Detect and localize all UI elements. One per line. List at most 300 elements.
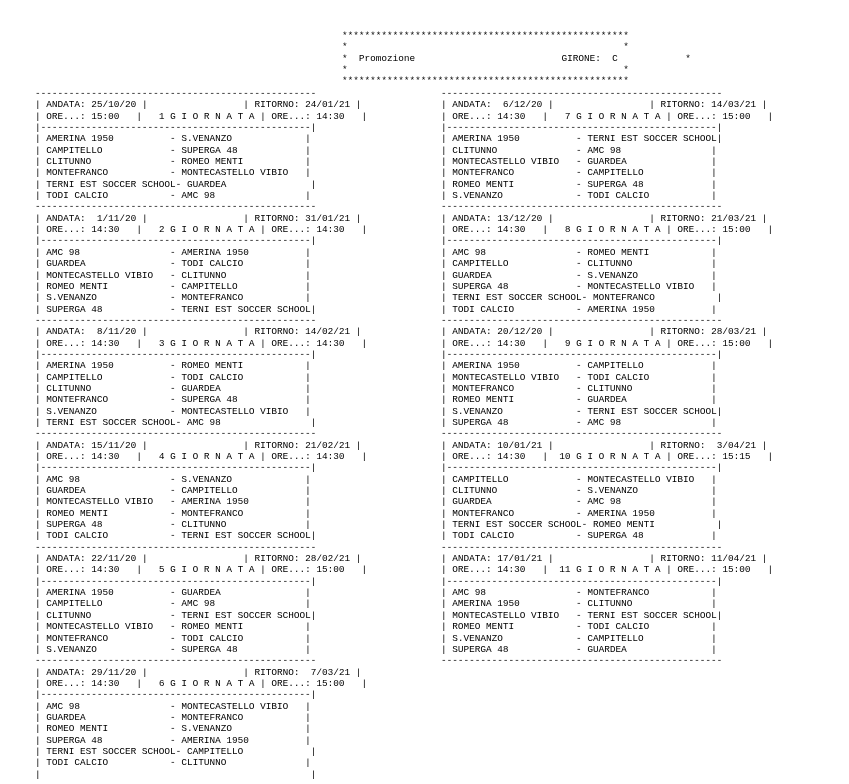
home-team: SUPERGA 48 — [46, 519, 171, 531]
round-block: -------------------------------------------------- | ANDATA: 15/11/20 | | RITORNO: 21/02/21 | | ORE...: 14:30 | 4 G I O R N A T A | ORE...: 14:30 | |------------------------------------------------| | AMC 98 - S.VENANZO | | GUARDEA - CAMPITELLO | | MONTECASTELLO VIBIO - AMERINA 1950 | | ROMEO MENTI - MONTEFRANCO | | SUPERGA 48 - CLITUNNO | | TODI CALCIO - TERNI EST SOCCER SCHOOL| — [35, 428, 368, 542]
home-team: TERNI EST SOCCER SCHOOL — [452, 292, 582, 304]
giornata-label: G I O R N A T A — [576, 564, 661, 576]
giornata-label: G I O R N A T A — [170, 110, 255, 122]
home-team: AMC 98 — [46, 473, 171, 485]
home-team: GUARDEA — [452, 496, 577, 508]
round-block: -------------------------------------------------- | ANDATA: 22/11/20 | | RITORNO: 28/02/21 | | ORE...: 14:30 | 5 G I O R N A T A | ORE...: 15:00 | |------------------------------------------------| | AMERINA 1950 - GUARDEA | | CAMPITELLO - AMC 98 | | CLITUNNO - TERNI EST SOCCER SCHOOL| | MONTECASTELLO VIBIO - ROMEO MENTI | | MONTEFRANCO - TODI CALCIO | | S.VENANZO - SUPERGA 48 | — [35, 541, 368, 655]
round-number: 1 — [153, 110, 165, 122]
andata-label: ANDATA: — [452, 439, 492, 451]
away-team: TERNI EST SOCCER SCHOOL — [181, 303, 311, 315]
match-row: | GUARDEA - TODI CALCIO | — [35, 258, 311, 270]
andata-label: ANDATA: — [46, 439, 86, 451]
home-team: MONTECASTELLO VIBIO — [46, 621, 171, 633]
andata-label: ANDATA: — [452, 326, 492, 338]
home-team: AMERINA 1950 — [46, 587, 171, 599]
ore-label: ORE...: — [677, 337, 717, 349]
away-team: MONTECASTELLO VIBIO — [181, 167, 306, 179]
match-row: | ROMEO MENTI - CAMPITELLO | — [35, 280, 311, 292]
ore-label: ORE...: — [677, 451, 717, 462]
match-row: | ROMEO MENTI - MONTEFRANCO | — [35, 507, 311, 519]
away-team: MONTEFRANCO — [592, 292, 717, 304]
ore-label: ORE...: — [271, 224, 311, 236]
giornata-label: G I O R N A T A — [576, 224, 661, 236]
match-row: | S.VENANZO - TODI CALCIO | — [441, 190, 717, 202]
home-team: MONTEFRANCO — [46, 632, 171, 644]
giornata-label: G I O R N A T A — [576, 337, 661, 349]
away-team: AMC 98 — [587, 416, 712, 428]
match-row: | MONTEFRANCO - CLITUNNO | — [441, 382, 717, 394]
match-row: | MONTEFRANCO - TODI CALCIO | — [35, 632, 311, 644]
home-team: MONTEFRANCO — [452, 167, 577, 179]
match-row: | AMERINA 1950 - ROMEO MENTI | — [35, 360, 311, 372]
ore-label: ORE...: — [46, 677, 86, 689]
ore-label: ORE...: — [46, 337, 86, 349]
match-row: | MONTECASTELLO VIBIO - ROMEO MENTI | — [35, 621, 311, 633]
away-team: ROMEO MENTI — [181, 360, 306, 372]
ritorno-label: RITORNO: — [254, 212, 300, 224]
away-team: CAMPITELLO — [181, 485, 306, 497]
ritorno-date: 7/03/21 — [305, 666, 351, 678]
andata-date: 6/12/20 — [497, 99, 543, 111]
giornata-label: G I O R N A T A — [170, 677, 255, 689]
giornata-label: G I O R N A T A — [170, 564, 255, 576]
ore-label: ORE...: — [452, 564, 492, 576]
away-team: MONTECASTELLO VIBIO — [181, 405, 306, 417]
ore-andata: 14:30 — [497, 337, 526, 349]
match-row: | MONTEFRANCO - CAMPITELLO | — [441, 167, 717, 179]
round-number: 8 — [559, 224, 571, 236]
ritorno-date: 28/02/21 — [305, 553, 351, 565]
round-block: -------------------------------------------------- | ANDATA: 20/12/20 | | RITORNO: 28/03/21 | | ORE...: 14:30 | 9 G I O R N A T A | ORE...: 15:00 | |------------------------------------------------| | AMERINA 1950 - CAMPITELLO | | MONTECASTELLO VIBIO - TODI CALCIO | | MONTEFRANCO - CLITUNNO | | ROMEO MENTI - GUARDEA | | S.VENANZO - TERNI EST SOCCER SCHOOL| | SUPERGA 48 - AMC 98 | — [441, 314, 774, 428]
ore-label: ORE...: — [46, 224, 86, 236]
giornata-label: G I O R N A T A — [170, 337, 255, 349]
ritorno-date: 11/04/21 — [711, 553, 757, 565]
andata-date: 20/12/20 — [497, 326, 543, 338]
home-team: SUPERGA 48 — [452, 280, 577, 292]
ritorno-label: RITORNO: — [660, 99, 706, 111]
home-team: MONTECASTELLO VIBIO — [46, 269, 171, 281]
home-team: CAMPITELLO — [46, 144, 171, 156]
away-team: ROMEO MENTI — [592, 519, 717, 531]
ore-label: ORE...: — [46, 451, 86, 462]
home-team: AMERINA 1950 — [46, 133, 171, 145]
away-team: MONTEFRANCO — [181, 711, 306, 723]
round-block: -------------------------------------------------- | ANDATA: 8/11/20 | | RITORNO: 14/02/21 | | ORE...: 14:30 | 3 G I O R N A T A | ORE...: 14:30 | |------------------------------------------------| | AMERINA 1950 - ROMEO MENTI | | CAMPITELLO - TODI CALCIO | | CLITUNNO - GUARDEA | | MONTEFRANCO - SUPERGA 48 | | S.VENANZO - MONTECASTELLO VIBIO | | TERNI EST SOCCER SCHOOL- AMC 98 | — [35, 314, 368, 428]
away-team: GUARDEA — [186, 178, 311, 190]
home-team: S.VENANZO — [452, 190, 577, 202]
match-row: | MONTECASTELLO VIBIO - GUARDEA | — [441, 156, 717, 168]
away-team: ROMEO MENTI — [181, 156, 306, 168]
match-row: | TERNI EST SOCCER SCHOOL- AMC 98 | — [35, 416, 317, 428]
andata-label: ANDATA: — [46, 553, 86, 565]
match-row: | MONTECASTELLO VIBIO - TERNI EST SOCCER SCHOOL| — [441, 609, 723, 621]
ore-label: ORE...: — [677, 224, 717, 236]
match-row: | ROMEO MENTI - TODI CALCIO | — [441, 621, 717, 633]
andata-date: 13/12/20 — [497, 212, 543, 224]
away-team: CLITUNNO — [587, 598, 712, 610]
ore-ritorno: 15:00 — [316, 564, 345, 576]
ritorno-label: RITORNO: — [660, 326, 706, 338]
match-row: | AMERINA 1950 - GUARDEA | — [35, 587, 311, 599]
round-number: 4 — [153, 451, 165, 462]
away-team: AMERINA 1950 — [181, 734, 306, 746]
match-row: | AMC 98 - AMERINA 1950 | — [35, 246, 311, 258]
home-team: CAMPITELLO — [46, 371, 171, 383]
round-block: -------------------------------------------------- | ANDATA: 29/11/20 | | RITORNO: 7/03/21 | | ORE...: 14:30 | 6 G I O R N A T A | ORE...: 15:00 | |------------------------------------------------| | AMC 98 - MONTECASTELLO VIBIO | | GUARDEA - MONTEFRANCO | | ROMEO MENTI - S.VENANZO | | SUPERGA 48 - AMERINA 1950 | | TERNI EST SOCCER SCHOOL- CAMPITELLO | | TODI CALCIO - CLITUNNO | — [35, 655, 368, 769]
andata-label: ANDATA: — [46, 212, 86, 224]
away-team: MONTECASTELLO VIBIO — [587, 473, 712, 485]
away-team: TODI CALCIO — [181, 632, 306, 644]
home-team: AMERINA 1950 — [452, 133, 577, 145]
home-team: TERNI EST SOCCER SCHOOL — [46, 745, 176, 757]
andata-label: ANDATA: — [46, 666, 86, 678]
home-team: MONTECASTELLO VIBIO — [452, 156, 577, 168]
away-team: TODI CALCIO — [587, 371, 712, 383]
home-team: CAMPITELLO — [452, 473, 577, 485]
home-team: GUARDEA — [46, 258, 171, 270]
ore-label: ORE...: — [271, 451, 311, 462]
ritorno-label: RITORNO: — [254, 666, 300, 678]
match-row: | TODI CALCIO - SUPERGA 48 | — [441, 530, 717, 542]
round-number: 10 — [559, 451, 571, 462]
match-row: | AMERINA 1950 - S.VENANZO | — [35, 133, 311, 145]
away-team: CLITUNNO — [181, 757, 306, 769]
away-team: ROMEO MENTI — [587, 246, 712, 258]
andata-date: 29/11/20 — [91, 666, 137, 678]
ore-label: ORE...: — [271, 677, 311, 689]
ore-label: ORE...: — [271, 110, 311, 122]
ore-label: ORE...: — [46, 110, 86, 122]
home-team: CLITUNNO — [452, 485, 577, 497]
home-team: MONTECASTELLO VIBIO — [452, 371, 577, 383]
match-row: | AMERINA 1950 - CLITUNNO | — [441, 598, 717, 610]
home-team: S.VENANZO — [46, 292, 171, 304]
away-team: CAMPITELLO — [587, 632, 712, 644]
away-team: SUPERGA 48 — [181, 643, 306, 655]
home-team: TERNI EST SOCCER SCHOOL — [46, 178, 176, 190]
away-team: GUARDEA — [587, 643, 712, 655]
away-team: TERNI EST SOCCER SCHOOL — [587, 609, 717, 621]
andata-date: 8/11/20 — [91, 326, 137, 338]
schedule-column-right: -------------------------------------------------- | ANDATA: 6/12/20 | | RITORNO: 14/03/21 | | ORE...: 14:30 | 7 G I O R N A T A | ORE...: 15:00 | |------------------------------------------------| | AMERINA 1950 - TERNI EST SOCCER SCHOOL| | CLITUNNO - AMC 98 | | MONTECASTELLO VIBIO - GUARDEA | | MONTEFRANCO - CAMPITELLO | | ROMEO MENTI - SUPERGA 48 | | S.VENANZO - TODI CALCIO | -------------------------------------------------- | ANDATA: 13/12/20 | | RITORNO: 21/03/21 | | ORE...: 14:30 | 8 G I O R N A T A | ORE...: 15:00 | |------------------------------------------------| | AMC 98 - ROMEO MENTI | | CAMPITELLO - CLITUNNO | | GUARDEA - S.VENANZO | | SUPERGA 48 - MONTECASTELLO VIBIO | | TERNI EST SOCCER SCHOOL- MONTEFRANCO | | TODI CALCIO - AMERINA 1950 | -------------------------------------------------- | ANDATA: 20/12/20 | | RITORNO: 28/03/21 | | ORE...: 14:30 | 9 G I O R N A T A | ORE...: 15:00 | |------------------------------------------------| | AMERINA 1950 - CAMPITELLO | | MONTECASTELLO VIBIO - TODI CALCIO | | MONTEFRANCO - CLITUNNO | | ROMEO MENTI - GUARDEA | | S.VENANZO - TERNI EST SOCCER SCHOOL| | SUPERGA 48 - AMC 98 | -------------------------------------------------- | ANDATA: 10/01/21 | | RITORNO: 3/04/21 | | ORE...: 14:30 | 10 G I O R N A T A | ORE...: 15:15 | |------------------------------------------------| | CAMPITELLO - MONTECASTELLO VIBIO | | CLITUNNO - S.VENANZO | | GUARDEA - AMC 98 | | MONTEFRANCO - AMERINA 1950 | | TERNI EST SOCCER SCHOOL- ROMEO MENTI | | TODI CALCIO - SUPERGA 48 | -------------------------------------------------- | ANDATA: 17/01/21 | | RITORNO: 11/04/21 | | ORE...: 14:30 | 11 G I O R N A T A | ORE...: 15:00 | |------------------------------------------------| | AMC 98 - MONTEFRANCO | | AMERINA 1950 - CLITUNNO | | MONTECASTELLO VIBIO - TERNI EST SOCCER SCHOOL| | ROMEO MENTI - TODI CALCIO | | S.VENANZO - CAMPITELLO | | SUPERGA 48 - GUARDEA | -------------------------------------------------- — [441, 88, 774, 667]
match-row: | TODI CALCIO - CLITUNNO | — [35, 757, 311, 769]
round-block: -------------------------------------------------- | ANDATA: 13/12/20 | | RITORNO: 21/03/21 | | ORE...: 14:30 | 8 G I O R N A T A | ORE...: 15:00 | |------------------------------------------------| | AMC 98 - ROMEO MENTI | | CAMPITELLO - CLITUNNO | | GUARDEA - S.VENANZO | | SUPERGA 48 - MONTECASTELLO VIBIO | | TERNI EST SOCCER SCHOOL- MONTEFRANCO | | TODI CALCIO - AMERINA 1950 | — [441, 201, 774, 315]
home-team: TERNI EST SOCCER SCHOOL — [46, 416, 176, 428]
ore-label: ORE...: — [452, 110, 492, 122]
schedule-column-left: -------------------------------------------------- | ANDATA: 25/10/20 | | RITORNO: 24/01/21 | | ORE...: 15:00 | 1 G I O R N A T A | ORE...: 14:30 | |------------------------------------------------| | AMERINA 1950 - S.VENANZO | | CAMPITELLO - SUPERGA 48 | | CLITUNNO - ROMEO MENTI | | MONTEFRANCO - MONTECASTELLO VIBIO | | TERNI EST SOCCER SCHOOL- GUARDEA | | TODI CALCIO - AMC 98 | -------------------------------------------------- | ANDATA: 1/11/20 | | RITORNO: 31/01/21 | | ORE...: 14:30 | 2 G I O R N A T A | ORE...: 14:30 | |------------------------------------------------| | AMC 98 - AMERINA 1950 | | GUARDEA - TODI CALCIO | | MONTECASTELLO VIBIO - CLITUNNO | | ROMEO MENTI - CAMPITELLO | | S.VENANZO - MONTEFRANCO | | SUPERGA 48 - TERNI EST SOCCER SCHOOL| -------------------------------------------------- | ANDATA: 8/11/20 | | RITORNO: 14/02/21 | | ORE...: 14:30 | 3 G I O R N A T A | ORE...: 14:30 | |------------------------------------------------| | AMERINA 1950 - ROMEO MENTI | | CAMPITELLO - TODI CALCIO | | CLITUNNO - GUARDEA | | MONTEFRANCO - SUPERGA 48 | | S.VENANZO - MONTECASTELLO VIBIO | | TERNI EST SOCCER SCHOOL- AMC 98 | -------------------------------------------------- | ANDATA: 15/11/20 | | RITORNO: 21/02/21 | | ORE...: 14:30 | 4 G I O R N A T A | ORE...: 14:30 | |------------------------------------------------| | AMC 98 - S.VENANZO | | GUARDEA - CAMPITELLO | | MONTECASTELLO VIBIO - AMERINA 1950 | | ROMEO MENTI - MONTEFRANCO | | SUPERGA 48 - CLITUNNO | | TODI CALCIO - TERNI EST SOCCER SCHOOL| -------------------------------------------------- | ANDATA: 22/11/20 | | RITORNO: 28/02/21 | | ORE...: 14:30 | 5 G I O R N A T A | ORE...: 15:00 | |------------------------------------------------| | AMERINA 1950 - GUARDEA | | CAMPITELLO - AMC 98 | | CLITUNNO - TERNI EST SOCCER SCHOOL| | MONTECASTELLO VIBIO - ROMEO MENTI | | MONTEFRANCO - TODI CALCIO | | S.VENANZO - SUPERGA 48 | -------------------------------------------------- | ANDATA: 29/11/20 | | RITORNO: 7/03/21 | | ORE...: 14:30 | 6 G I O R N A T A | ORE...: 15:00 | |------------------------------------------------| | AMC 98 - MONTECASTELLO VIBIO | | GUARDEA - MONTEFRANCO | | ROMEO MENTI - S.VENANZO | | SUPERGA 48 - AMERINA 1950 | | TERNI EST SOCCER SCHOOL- CAMPITELLO | | TODI CALCIO - CLITUNNO | | | — [35, 88, 368, 780]
ore-ritorno: 14:30 — [316, 224, 345, 236]
ritorno-date: 28/03/21 — [711, 326, 757, 338]
ritorno-label: RITORNO: — [254, 99, 300, 111]
giornata-label: G I O R N A T A — [576, 110, 661, 122]
home-team: S.VENANZO — [452, 632, 577, 644]
away-team: AMERINA 1950 — [181, 246, 306, 258]
ritorno-date: 14/03/21 — [711, 99, 757, 111]
home-team: ROMEO MENTI — [46, 723, 171, 735]
home-team: TERNI EST SOCCER SCHOOL — [452, 519, 582, 531]
away-team: AMERINA 1950 — [587, 507, 712, 519]
away-team: GUARDEA — [587, 394, 712, 406]
match-row: | S.VENANZO - CAMPITELLO | — [441, 632, 717, 644]
away-team: SUPERGA 48 — [587, 178, 712, 190]
ritorno-date: 21/02/21 — [305, 439, 351, 451]
ore-ritorno: 15:00 — [722, 224, 751, 236]
andata-date: 17/01/21 — [497, 553, 543, 565]
round-number: 3 — [153, 337, 165, 349]
home-team: MONTEFRANCO — [46, 167, 171, 179]
away-team: S.VENANZO — [181, 133, 306, 145]
match-row: | TODI CALCIO - AMC 98 | — [35, 190, 311, 202]
home-team: ROMEO MENTI — [452, 178, 577, 190]
away-team: TERNI EST SOCCER SCHOOL — [181, 609, 311, 621]
ore-andata: 14:30 — [91, 224, 120, 236]
ore-andata: 14:30 — [497, 224, 526, 236]
andata-date: 1/11/20 — [91, 212, 137, 224]
home-team: CAMPITELLO — [46, 598, 171, 610]
match-row: | MONTECASTELLO VIBIO - CLITUNNO | — [35, 269, 311, 281]
andata-date: 22/11/20 — [91, 553, 137, 565]
away-team: CLITUNNO — [587, 258, 712, 270]
match-row: | SUPERGA 48 - CLITUNNO | — [35, 519, 311, 531]
ore-andata: 14:30 — [497, 451, 526, 462]
match-row: | GUARDEA - MONTEFRANCO | — [35, 711, 311, 723]
round-block: -------------------------------------------------- | ANDATA: 6/12/20 | | RITORNO: 14/03/21 | | ORE...: 14:30 | 7 G I O R N A T A | ORE...: 15:00 | |------------------------------------------------| | AMERINA 1950 - TERNI EST SOCCER SCHOOL| | CLITUNNO - AMC 98 | | MONTECASTELLO VIBIO - GUARDEA | | MONTEFRANCO - CAMPITELLO | | ROMEO MENTI - SUPERGA 48 | | S.VENANZO - TODI CALCIO | — [441, 88, 774, 202]
home-team: MONTEFRANCO — [46, 394, 171, 406]
andata-label: ANDATA: — [452, 99, 492, 111]
match-row: | S.VENANZO - MONTECASTELLO VIBIO | — [35, 405, 311, 417]
away-team: AMERINA 1950 — [181, 496, 306, 508]
home-team: ROMEO MENTI — [452, 394, 577, 406]
ore-andata: 14:30 — [497, 110, 526, 122]
home-team: CLITUNNO — [46, 382, 171, 394]
match-row: | S.VENANZO - SUPERGA 48 | — [35, 643, 311, 655]
away-team: AMC 98 — [587, 144, 712, 156]
ore-label: ORE...: — [46, 564, 86, 576]
match-row: | GUARDEA - CAMPITELLO | — [35, 485, 311, 497]
ore-label: ORE...: — [677, 564, 717, 576]
away-team: ROMEO MENTI — [181, 621, 306, 633]
ore-ritorno: 14:30 — [316, 451, 345, 462]
ore-label: ORE...: — [452, 451, 492, 462]
andata-date: 10/01/21 — [497, 439, 543, 451]
home-team: CLITUNNO — [46, 156, 171, 168]
giornata-label: G I O R N A T A — [576, 451, 661, 462]
match-row: | ROMEO MENTI - S.VENANZO | — [35, 723, 311, 735]
giornata-label: G I O R N A T A — [170, 451, 255, 462]
home-team: CAMPITELLO — [452, 258, 577, 270]
ritorno-date: 21/03/21 — [711, 212, 757, 224]
header-row: * Promozione GIRONE: C * — [342, 52, 691, 64]
away-team: S.VENANZO — [587, 485, 712, 497]
match-row: | MONTEFRANCO - SUPERGA 48 | — [35, 394, 311, 406]
header-border-top: *************************************************** — [342, 30, 629, 41]
away-team: GUARDEA — [181, 382, 306, 394]
match-row: | SUPERGA 48 - MONTECASTELLO VIBIO | — [441, 280, 717, 292]
match-row: | S.VENANZO - MONTEFRANCO | — [35, 292, 311, 304]
group-value: C — [612, 52, 618, 64]
home-team: GUARDEA — [46, 485, 171, 497]
match-row: | TERNI EST SOCCER SCHOOL- CAMPITELLO | — [35, 745, 317, 757]
home-team: ROMEO MENTI — [452, 621, 577, 633]
match-row: | GUARDEA - S.VENANZO | — [441, 269, 717, 281]
match-row: | CAMPITELLO - CLITUNNO | — [441, 258, 717, 270]
home-team: AMC 98 — [452, 246, 577, 258]
away-team: CAMPITELLO — [181, 280, 306, 292]
round-block: -------------------------------------------------- | ANDATA: 10/01/21 | | RITORNO: 3/04/21 | | ORE...: 14:30 | 10 G I O R N A T A | ORE...: 15:15 | |------------------------------------------------| | CAMPITELLO - MONTECASTELLO VIBIO | | CLITUNNO - S.VENANZO | | GUARDEA - AMC 98 | | MONTEFRANCO - AMERINA 1950 | | TERNI EST SOCCER SCHOOL- ROMEO MENTI | | TODI CALCIO - SUPERGA 48 | — [441, 428, 774, 542]
match-row: | GUARDEA - AMC 98 | — [441, 496, 717, 508]
home-team: S.VENANZO — [452, 405, 577, 417]
home-team: CLITUNNO — [452, 144, 577, 156]
ore-ritorno: 15:00 — [722, 564, 751, 576]
away-team: TERNI EST SOCCER SCHOOL — [587, 133, 717, 145]
away-team: TERNI EST SOCCER SCHOOL — [181, 530, 311, 542]
ore-ritorno: 15:00 — [316, 677, 345, 689]
match-row: | SUPERGA 48 - AMC 98 | — [441, 416, 717, 428]
home-team: SUPERGA 48 — [46, 734, 171, 746]
home-team: MONTEFRANCO — [452, 382, 577, 394]
match-row: | TERNI EST SOCCER SCHOOL- ROMEO MENTI | — [441, 519, 723, 531]
match-row: | AMC 98 - MONTECASTELLO VIBIO | — [35, 700, 311, 712]
match-row: | AMERINA 1950 - TERNI EST SOCCER SCHOOL| — [441, 133, 723, 145]
home-team: S.VENANZO — [46, 643, 171, 655]
home-team: AMC 98 — [452, 587, 577, 599]
ore-label: ORE...: — [677, 110, 717, 122]
ore-andata: 15:00 — [91, 110, 120, 122]
ore-ritorno: 15:00 — [722, 110, 751, 122]
match-row: | CAMPITELLO - AMC 98 | — [35, 598, 311, 610]
away-team: CAMPITELLO — [587, 360, 712, 372]
home-team: TODI CALCIO — [46, 530, 171, 542]
ore-ritorno: 15:00 — [722, 337, 751, 349]
andata-label: ANDATA: — [452, 212, 492, 224]
away-team: AMC 98 — [181, 598, 306, 610]
giornata-label: G I O R N A T A — [170, 224, 255, 236]
ore-label: ORE...: — [271, 337, 311, 349]
away-team: S.VENANZO — [181, 723, 306, 735]
home-team: SUPERGA 48 — [452, 416, 577, 428]
home-team: SUPERGA 48 — [46, 303, 171, 315]
round-number: 11 — [559, 564, 571, 576]
home-team: ROMEO MENTI — [46, 507, 171, 519]
andata-label: ANDATA: — [46, 99, 86, 111]
ritorno-label: RITORNO: — [660, 439, 706, 451]
header-border-row: * * — [342, 64, 629, 76]
away-team: TODI CALCIO — [181, 258, 306, 270]
round-number: 7 — [559, 110, 571, 122]
match-row: | AMC 98 - S.VENANZO | — [35, 473, 311, 485]
away-team: SUPERGA 48 — [587, 530, 712, 542]
home-team: MONTECASTELLO VIBIO — [46, 496, 171, 508]
away-team: GUARDEA — [181, 587, 306, 599]
ore-label: ORE...: — [452, 337, 492, 349]
away-team: AMERINA 1950 — [587, 303, 712, 315]
match-row: | AMERINA 1950 - CAMPITELLO | — [441, 360, 717, 372]
ritorno-label: RITORNO: — [254, 439, 300, 451]
match-row: | AMC 98 - ROMEO MENTI | — [441, 246, 717, 258]
match-row: | AMC 98 - MONTEFRANCO | — [441, 587, 717, 599]
round-number: 2 — [153, 224, 165, 236]
ore-label: ORE...: — [452, 224, 492, 236]
header-box — [342, 30, 691, 87]
home-team: MONTECASTELLO VIBIO — [452, 609, 577, 621]
round-block: -------------------------------------------------- | ANDATA: 1/11/20 | | RITORNO: 31/01/21 | | ORE...: 14:30 | 2 G I O R N A T A | ORE...: 14:30 | |------------------------------------------------| | AMC 98 - AMERINA 1950 | | GUARDEA - TODI CALCIO | | MONTECASTELLO VIBIO - CLITUNNO | | ROMEO MENTI - CAMPITELLO | | S.VENANZO - MONTEFRANCO | | SUPERGA 48 - TERNI EST SOCCER SCHOOL| — [35, 201, 368, 315]
away-team: CLITUNNO — [181, 269, 306, 281]
away-team: SUPERGA 48 — [181, 394, 306, 406]
home-team: AMC 98 — [46, 700, 171, 712]
away-team: AMC 98 — [181, 190, 306, 202]
category-name: Promozione — [358, 52, 416, 64]
home-team: TODI CALCIO — [46, 190, 171, 202]
round-number: 9 — [559, 337, 571, 349]
match-row: | SUPERGA 48 - GUARDEA | — [441, 643, 717, 655]
match-row: | S.VENANZO - TERNI EST SOCCER SCHOOL| — [441, 405, 723, 417]
away-team: AMC 98 — [587, 496, 712, 508]
home-team: CLITUNNO — [46, 609, 171, 621]
ritorno-label: RITORNO: — [660, 553, 706, 565]
away-team: MONTEFRANCO — [181, 292, 306, 304]
away-team: SUPERGA 48 — [181, 144, 306, 156]
andata-date: 25/10/20 — [91, 99, 137, 111]
andata-label: ANDATA: — [46, 326, 86, 338]
match-row: | SUPERGA 48 - AMERINA 1950 | — [35, 734, 311, 746]
match-row: | CAMPITELLO - TODI CALCIO | — [35, 371, 311, 383]
match-row: | CLITUNNO - GUARDEA | — [35, 382, 311, 394]
round-block: -------------------------------------------------- | ANDATA: 25/10/20 | | RITORNO: 24/01/21 | | ORE...: 15:00 | 1 G I O R N A T A | ORE...: 14:30 | |------------------------------------------------| | AMERINA 1950 - S.VENANZO | | CAMPITELLO - SUPERGA 48 | | CLITUNNO - ROMEO MENTI | | MONTEFRANCO - MONTECASTELLO VIBIO | | TERNI EST SOCCER SCHOOL- GUARDEA | | TODI CALCIO - AMC 98 | — [35, 88, 368, 202]
ritorno-label: RITORNO: — [254, 553, 300, 565]
away-team: TODI CALCIO — [587, 621, 712, 633]
round-number: 5 — [153, 564, 165, 576]
match-row: | CAMPITELLO - SUPERGA 48 | — [35, 144, 311, 156]
home-team: SUPERGA 48 — [452, 643, 577, 655]
match-row: | TERNI EST SOCCER SCHOOL- GUARDEA | — [35, 178, 317, 190]
ritorno-label: RITORNO: — [254, 326, 300, 338]
round-block: -------------------------------------------------- | ANDATA: 17/01/21 | | RITORNO: 11/04/21 | | ORE...: 14:30 | 11 G I O R N A T A | ORE...: 15:00 | |------------------------------------------------| | AMC 98 - MONTEFRANCO | | AMERINA 1950 - CLITUNNO | | MONTECASTELLO VIBIO - TERNI EST SOCCER SCHOOL| | ROMEO MENTI - TODI CALCIO | | S.VENANZO - CAMPITELLO | | SUPERGA 48 - GUARDEA | — [441, 541, 774, 655]
away-team: GUARDEA — [587, 156, 712, 168]
match-row: | TERNI EST SOCCER SCHOOL- MONTEFRANCO | — [441, 292, 723, 304]
home-team: AMERINA 1950 — [452, 360, 577, 372]
home-team: S.VENANZO — [46, 405, 171, 417]
away-team: MONTECASTELLO VIBIO — [181, 700, 306, 712]
away-team: MONTECASTELLO VIBIO — [587, 280, 712, 292]
away-team: CLITUNNO — [181, 519, 306, 531]
away-team: TODI CALCIO — [181, 371, 306, 383]
header-border-row: * * — [342, 41, 629, 53]
away-team: MONTEFRANCO — [181, 507, 306, 519]
ritorno-label: RITORNO: — [660, 212, 706, 224]
ritorno-date: 31/01/21 — [305, 212, 351, 224]
match-row: | TODI CALCIO - TERNI EST SOCCER SCHOOL| — [35, 530, 317, 542]
home-team: AMERINA 1950 — [46, 360, 171, 372]
group-label: GIRONE: — [561, 52, 601, 64]
ore-andata: 14:30 — [91, 564, 120, 576]
ore-ritorno: 14:30 — [316, 337, 345, 349]
ritorno-date: 14/02/21 — [305, 326, 351, 338]
home-team: ROMEO MENTI — [46, 280, 171, 292]
ore-andata: 14:30 — [91, 337, 120, 349]
home-team: TODI CALCIO — [452, 303, 577, 315]
round-number: 6 — [153, 677, 165, 689]
match-row: | MONTEFRANCO - AMERINA 1950 | — [441, 507, 717, 519]
ore-ritorno: 15:15 — [722, 451, 751, 462]
match-row: | CLITUNNO - AMC 98 | — [441, 144, 717, 156]
ore-andata: 14:30 — [497, 564, 526, 576]
ore-label: ORE...: — [271, 564, 311, 576]
home-team: GUARDEA — [46, 711, 171, 723]
andata-label: ANDATA: — [452, 553, 492, 565]
away-team: CAMPITELLO — [186, 745, 311, 757]
header-border-bottom: *************************************************** — [342, 75, 629, 87]
away-team: TODI CALCIO — [587, 190, 712, 202]
